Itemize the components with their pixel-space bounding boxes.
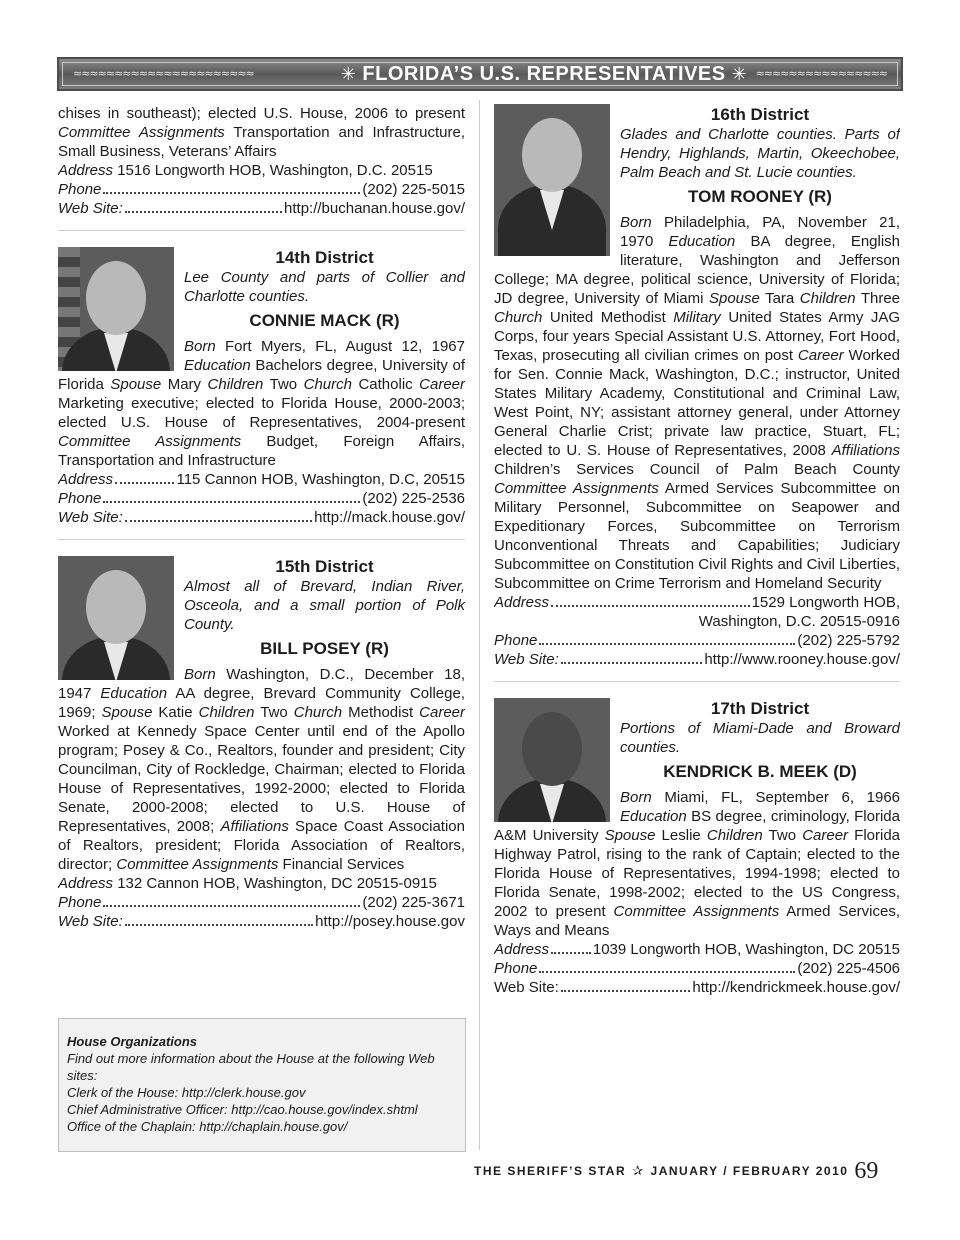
address-value: 132 Cannon HOB, Washington, DC 20515-0915: [117, 875, 437, 892]
right-column: [494, 104, 900, 997]
bio-text: chises in southeast); elected U.S. House, 2006 to present: [58, 105, 465, 122]
field-label: Born: [184, 666, 216, 683]
portrait-photo: [494, 698, 610, 822]
field-label: Children: [198, 704, 255, 721]
box-link-chaplain[interactable]: Office of the Chaplain: http://chaplain.house.gov/: [67, 1119, 348, 1134]
entry-mack: [58, 247, 465, 527]
box-heading: House Organizations: [67, 1034, 198, 1049]
field-label: Phone: [58, 894, 102, 911]
page-footer: [474, 1158, 904, 1186]
house-organizations-box: [58, 1018, 466, 1152]
field-label: Spouse: [110, 376, 162, 393]
banner-title: FLORIDA’S U.S. REPRESENTATIVES: [362, 63, 726, 85]
bio-text: United Methodist: [549, 309, 666, 326]
entry-posey: [58, 556, 465, 931]
district-area: Lee County and parts of Collier and Charlotte counties.: [184, 269, 465, 305]
field-label: Address: [494, 941, 550, 958]
leader-dots: [539, 631, 795, 645]
portrait-photo: [58, 556, 174, 680]
phone-line: [494, 959, 900, 978]
left-column: [58, 104, 465, 931]
district-area: Portions of Miami-Dade and Broward counties.: [620, 720, 900, 756]
district-area: Almost all of Brevard, Indian River, Osceola, and a small portion of Polk County.: [184, 578, 465, 633]
field-label: Committee Assignments: [58, 124, 225, 141]
column-divider: [479, 100, 480, 1150]
field-label: Spouse: [708, 290, 760, 307]
bio-text: Worked for Sen. Connie Mack, Washington, D.C.; instructor, United States Military Academy, Constitutional and Criminal Law, West Point, NY; assistant attorney general, under Attorney General Charlie Crist; private law practice, Stuart, FL; elected to U. S. House of Representatives, 2008: [494, 347, 900, 459]
phone-line: [58, 489, 465, 508]
field-label: Affiliations: [831, 442, 900, 459]
asterisk-icon: ✳: [731, 64, 748, 85]
phone-value: (202) 225-3671: [362, 894, 465, 911]
entry-separator: [58, 230, 465, 231]
field-label: Education: [100, 685, 168, 702]
leader-dots: [551, 940, 591, 954]
web-link[interactable]: http://kendrickmeek.house.gov/: [692, 979, 900, 996]
portrait-photo: [494, 104, 610, 256]
bio-text: Washington, D.C., December 18, 1947: [58, 666, 465, 702]
field-label: Career: [797, 347, 844, 364]
address-value: 1516 Longworth HOB, Washington, D.C. 20515: [117, 162, 433, 179]
field-label: Education: [668, 233, 736, 250]
address-line-2: Washington, D.C. 20515-0916: [698, 613, 900, 630]
web-link[interactable]: http://mack.house.gov/: [314, 509, 465, 526]
field-label: Born: [620, 214, 652, 231]
committee-text: Armed Services Subcommittee on Military Personnel, Subcommittee on Seapower and Expeditionary Forces, Subcommittee on Terrorism Unconventional Threats and Capabilities; Judiciary Subcommittee on Constitution Civil Rights and Civil Liberties, Subcommittee on Crime Terrorism and Homeland Security: [494, 480, 900, 592]
web-link[interactable]: http://buchanan.house.gov/: [284, 200, 465, 217]
banner-ornament-right: ≈≈≈≈≈≈≈≈≈≈≈≈≈≈≈≈: [755, 67, 887, 79]
field-label: Career: [419, 376, 465, 393]
bio-text: Fort Myers, FL, August 12, 1967: [225, 338, 465, 355]
leader-dots: [561, 978, 691, 992]
portrait-head: [522, 118, 582, 192]
web-link[interactable]: http://www.rooney.house.gov/: [704, 651, 900, 668]
field-label: Address: [58, 162, 114, 179]
field-label: Web Site:: [58, 200, 123, 217]
bio-text: Tara: [765, 290, 795, 307]
field-label: Spouse: [101, 704, 153, 721]
field-label: Born: [184, 338, 216, 355]
phone-line: [494, 631, 900, 650]
address-value: 1039 Longworth HOB, Washington, DC 20515: [592, 941, 900, 958]
field-label: Education: [184, 357, 251, 374]
bio-text: Miami, FL, September 6, 1966: [664, 789, 900, 806]
field-label: Affiliations: [220, 818, 289, 835]
leader-dots: [125, 508, 312, 522]
field-label: Address: [494, 594, 550, 611]
phone-line: [58, 893, 465, 912]
field-label: Born: [620, 789, 652, 806]
bio-text: AA degree, Brevard Community College, 1969;: [58, 685, 465, 721]
bio-text: Leslie: [661, 827, 701, 844]
committee-text: Financial Services: [282, 856, 405, 873]
bio-text: Catholic: [358, 376, 413, 393]
representative-name: BILL POSEY (R): [260, 639, 389, 658]
issue-date: JANUARY / FEBRUARY 2010: [650, 1164, 849, 1178]
committee-text: Armed Services, Ways and Means: [494, 903, 900, 939]
leader-dots: [561, 650, 703, 664]
box-link-cao[interactable]: Chief Administrative Officer: http://cao.house.gov/index.shtml: [67, 1102, 418, 1117]
box-link-clerk[interactable]: Clerk of the House: http://clerk.house.gov: [67, 1085, 306, 1100]
web-line: [494, 978, 900, 997]
field-label: Committee Assignments: [58, 433, 242, 450]
address-line: [58, 874, 465, 893]
field-label: Address: [58, 471, 114, 488]
district-title: 17th District: [710, 699, 810, 718]
bio-text: Mary: [167, 376, 202, 393]
portrait-head: [86, 261, 146, 335]
field-label: Phone: [494, 632, 538, 649]
district-title: 15th District: [275, 557, 374, 576]
bio: [494, 213, 900, 593]
field-label: Committee Assignments: [494, 480, 659, 497]
web-line: [58, 199, 465, 218]
phone-value: (202) 225-4506: [797, 960, 900, 977]
web-line: [58, 508, 465, 527]
entry-separator: [58, 539, 465, 540]
field-label: Committee Assignments: [116, 856, 279, 873]
leader-dots: [103, 489, 360, 503]
field-label: Career: [419, 704, 465, 721]
field-label: Web Site:: [494, 979, 559, 996]
field-label: Committee Assignments: [613, 903, 780, 920]
bio-text: Methodist: [348, 704, 414, 721]
field-label: Children: [799, 290, 856, 307]
address-line: [494, 593, 900, 612]
phone-line: [58, 180, 465, 199]
continued-bio: [58, 104, 465, 161]
field-label: Web Site:: [494, 651, 559, 668]
bio-text: Worked at Kennedy Space Center until end of the Apollo program; Posey & Co., Realtors, founder and president; City Councilman, City of Rockledge, Chairman; elected to Florida House of Representatives, 1992-2000; elected to Florida Senate, 2000-2008; elected to U.S. House of Representatives, 2008;: [58, 723, 465, 835]
bio-text: United States Army JAG Corps, four years Special Assistant U.S. Attorney, Fort Hood, Texas, prosecuting all civilian crimes on post: [494, 309, 900, 364]
leader-dots: [115, 470, 174, 484]
field-label: Career: [802, 827, 849, 844]
portrait-head: [522, 712, 582, 786]
field-label: Education: [620, 808, 687, 825]
district-area: Glades and Charlotte counties. Parts of Hendry, Highlands, Martin, Okeechobee, Palm Beach and St. Lucie counties.: [620, 126, 900, 181]
asterisk-icon: ✳: [340, 64, 357, 85]
address-value: 1529 Longworth HOB,: [751, 594, 900, 611]
bio-text: Two: [260, 704, 288, 721]
web-link[interactable]: http://posey.house.gov: [315, 913, 465, 930]
field-label: Phone: [494, 960, 538, 977]
entry-continued: [58, 104, 465, 218]
field-label: Spouse: [604, 827, 656, 844]
field-label: Church: [303, 376, 352, 393]
portrait-head: [86, 570, 146, 644]
district-title: 14th District: [275, 248, 374, 267]
bio-text: BS degree, criminology, Florida A&M University: [494, 808, 900, 844]
address-line: [58, 161, 465, 180]
bio-text: Florida Highway Patrol, rising to the rank of Captain; elected to the Florida House of Representatives, 1994-1998; elected to Florida Senate, 1998-2002; elected to the US Congress, 2002 to present: [494, 827, 900, 920]
field-label: Church: [293, 704, 343, 721]
bio-text: Children’s Services Council of Palm Beach County: [494, 461, 900, 478]
field-label: Phone: [58, 181, 102, 198]
field-label: Phone: [58, 490, 102, 507]
bio-text: Three: [860, 290, 900, 307]
portrait-photo: [58, 247, 174, 371]
leader-dots: [539, 959, 795, 973]
box-intro: Find out more information about the House at the following Web sites:: [67, 1051, 435, 1083]
web-line: [58, 912, 465, 931]
field-label: Web Site:: [58, 509, 123, 526]
bio-text: Two: [269, 376, 298, 393]
field-label: Military: [673, 309, 721, 326]
bio-text: Two: [768, 827, 797, 844]
bio-text: Marketing executive; elected to Florida House, 2000-2003; elected U.S. House of Representatives, 2004-present: [58, 395, 465, 431]
leader-dots: [125, 199, 282, 213]
field-label: Web Site:: [58, 913, 123, 930]
web-line: [494, 650, 900, 669]
address-line: [494, 940, 900, 959]
field-label: Church: [494, 309, 543, 326]
bio-text: Katie: [158, 704, 193, 721]
representative-name: CONNIE MACK (R): [249, 311, 400, 330]
field-label: Address: [58, 875, 114, 892]
publication-name: THE SHERIFF’S STAR: [474, 1164, 627, 1178]
section-banner: [57, 57, 903, 91]
banner-title-wrap: [304, 63, 784, 86]
address-line: [58, 470, 465, 489]
entry-separator: [494, 681, 900, 682]
page-number: 69: [854, 1158, 879, 1184]
committee-text: Budget, Foreign Affairs, Transportation and Infrastructure: [58, 433, 465, 469]
field-label: Children: [706, 827, 763, 844]
bio: [58, 665, 465, 874]
leader-dots: [103, 893, 360, 907]
committee-text: Transportation and Infrastructure, Small Business, Veterans’ Affairs: [58, 124, 465, 160]
phone-value: (202) 225-5792: [797, 632, 900, 649]
leader-dots: [103, 180, 360, 194]
district-title: 16th District: [710, 105, 810, 124]
banner-ornament-left: ≈≈≈≈≈≈≈≈≈≈≈≈≈≈≈≈≈≈≈≈≈≈: [73, 67, 254, 79]
phone-value: (202) 225-5015: [362, 181, 465, 198]
entry-meek: [494, 698, 900, 997]
representative-name: KENDRICK B. MEEK (D): [663, 762, 857, 781]
bio-text: Bachelors degree, University of Florida: [58, 357, 465, 393]
leader-dots: [125, 912, 313, 926]
star-icon: ✰: [632, 1164, 645, 1179]
address-value: 115 Cannon HOB, Washington, D.C, 20515: [176, 471, 465, 488]
entry-rooney: [494, 104, 900, 669]
representative-name: TOM ROONEY (R): [688, 187, 832, 206]
phone-value: (202) 225-2536: [362, 490, 465, 507]
field-label: Children: [207, 376, 264, 393]
leader-dots: [551, 593, 750, 607]
bio-text: Philadelphia, PA, November 21, 1970: [620, 214, 900, 250]
bio-text: BA degree, English literature, Washington and Jefferson College; MA degree, political science, University of Florida; JD degree, University of Miami: [494, 233, 900, 307]
bio-text: Space Coast Association of Realtors, president; Florida Association of Realtors, director;: [58, 818, 465, 873]
